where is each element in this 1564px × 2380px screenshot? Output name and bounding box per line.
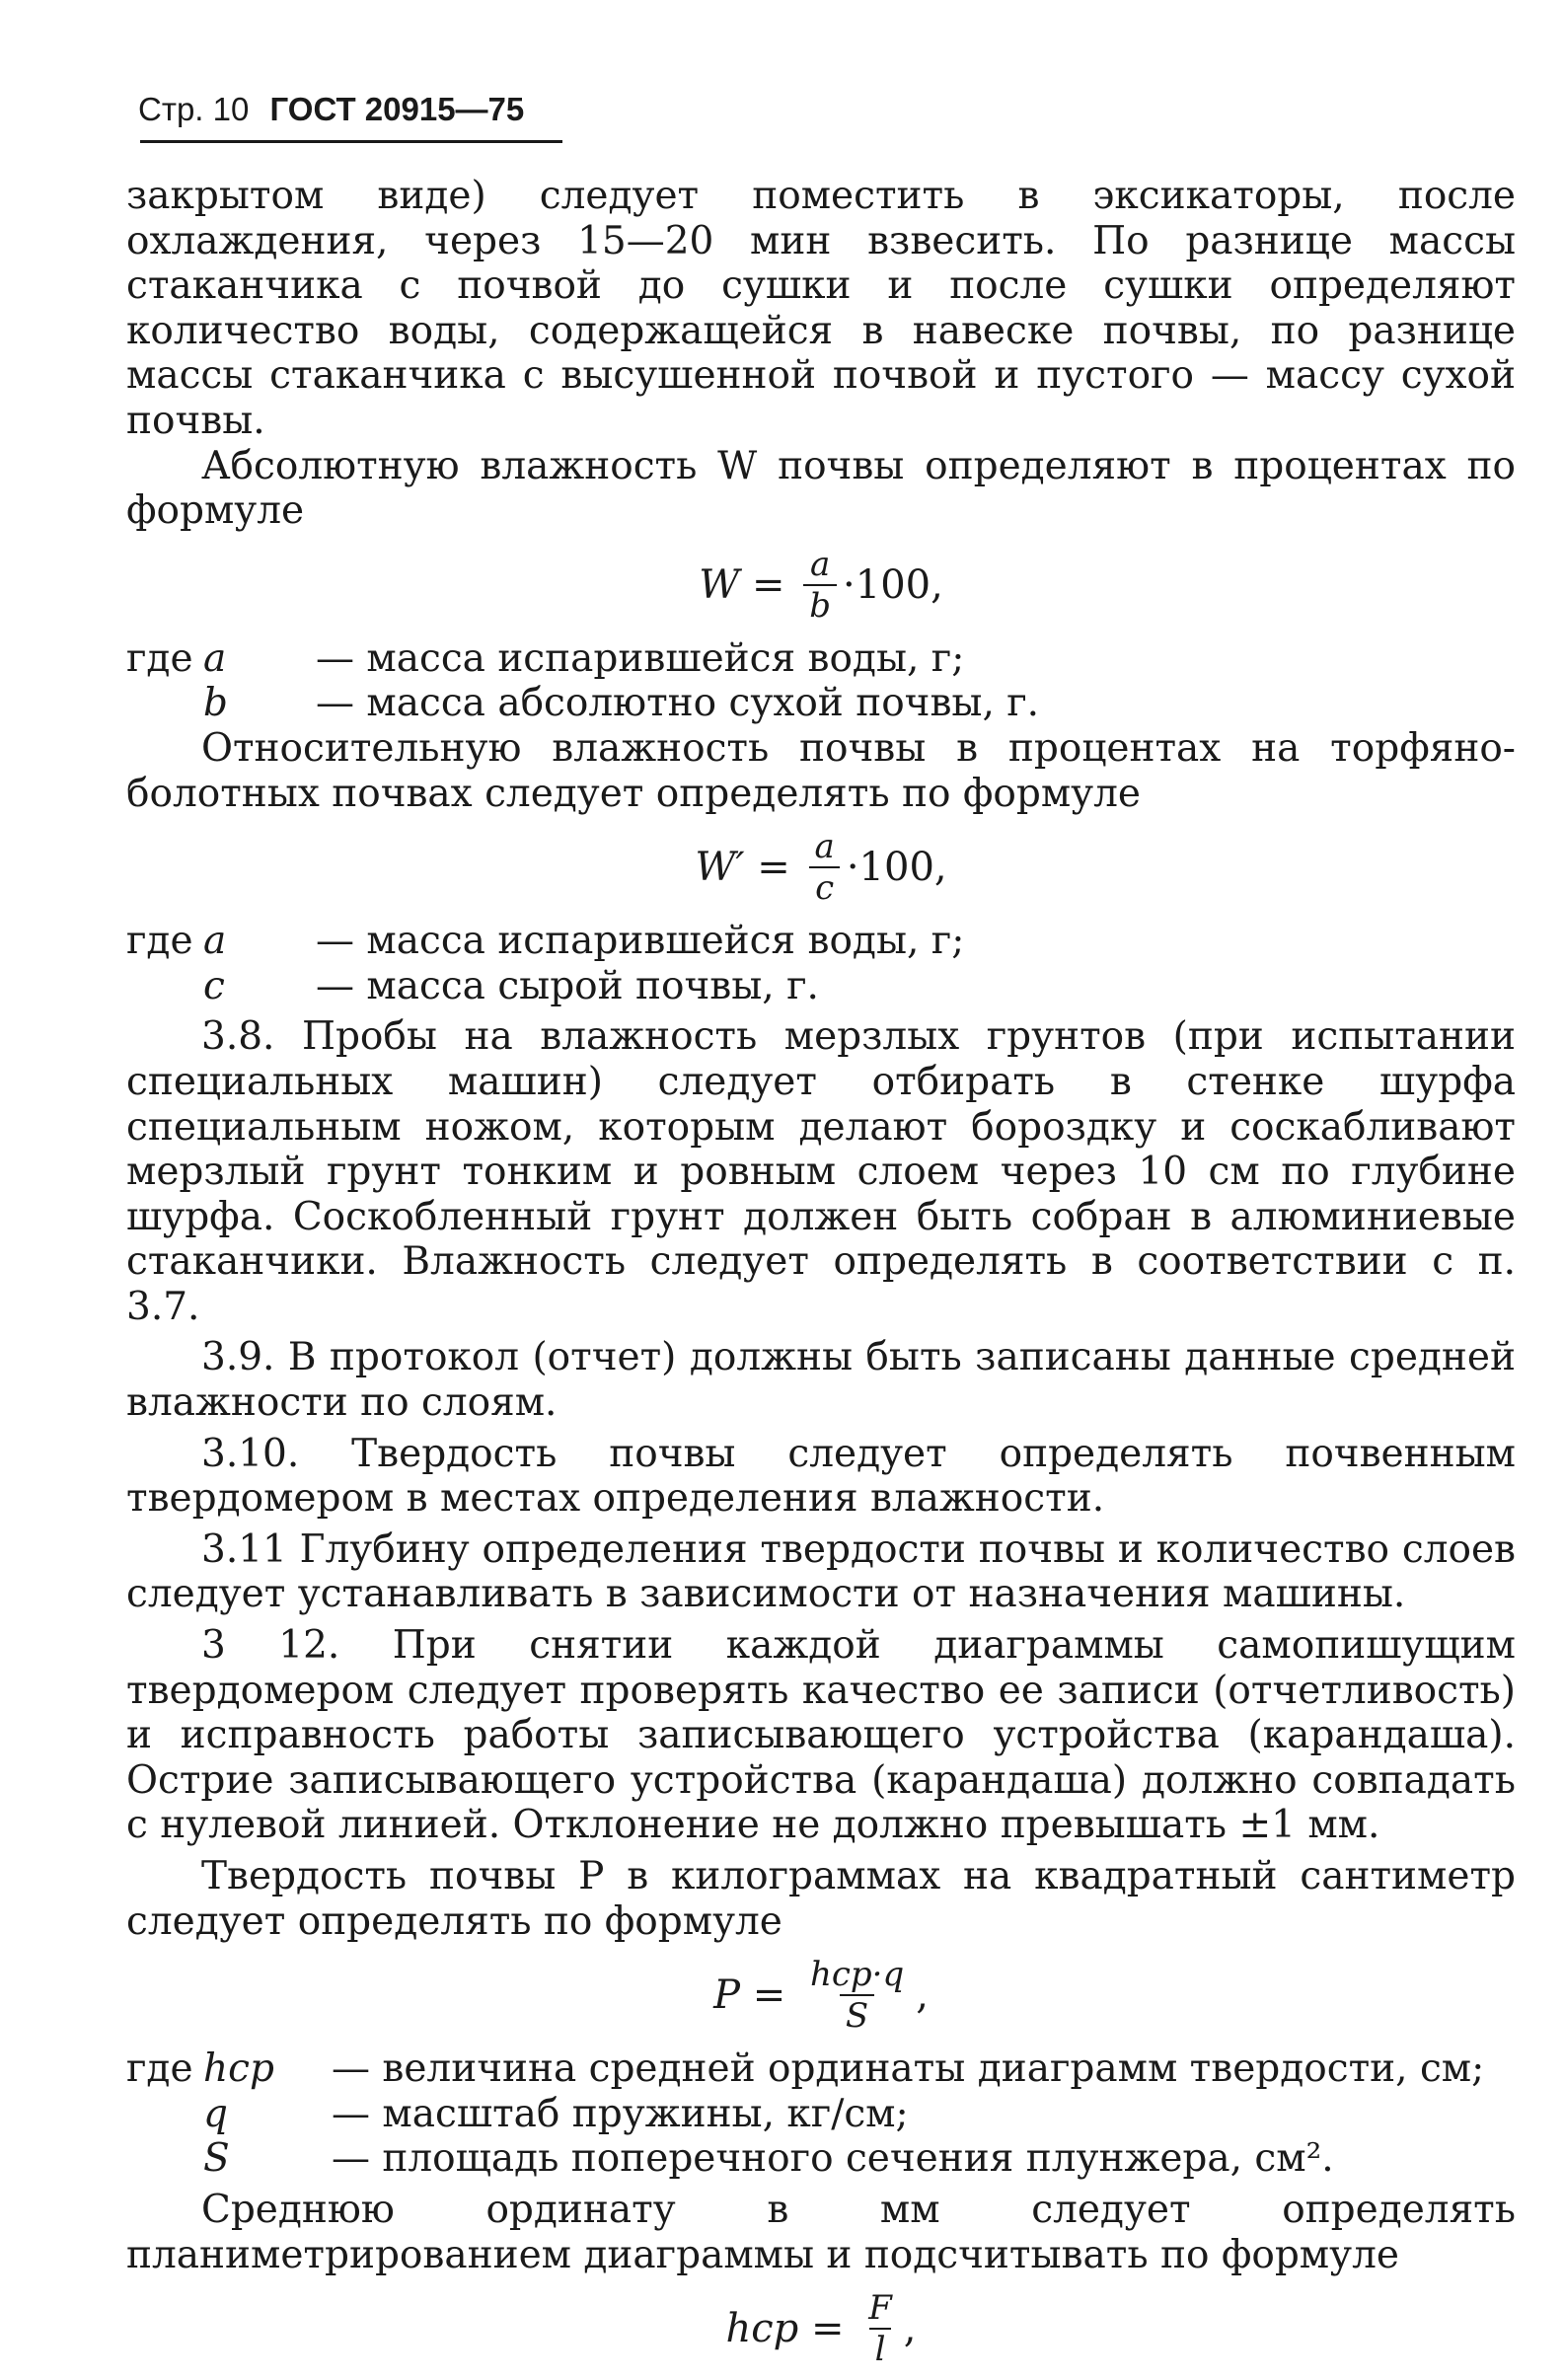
definition-row bbox=[126, 964, 1516, 1009]
definition-symbol: b bbox=[203, 681, 228, 726]
formula-denominator: S bbox=[840, 1994, 874, 2033]
definition-text: — масса испарившейся воды, г; bbox=[316, 635, 965, 681]
formula-fraction bbox=[862, 2288, 898, 2370]
definition-symbol: c bbox=[203, 963, 225, 1008]
formula-rhs: , bbox=[916, 1972, 929, 2019]
page-number: Стр. 10 bbox=[138, 91, 250, 127]
formula-lhs: W′ bbox=[695, 845, 745, 891]
clause-3-8: 3.8. Пробы на влажность мерзлых грунтов (при испытании специальных машин) следует отбирать в стенке шурфа специальным ножом, которым делают бороздку и соскабливают мерзлый грунт тонким и ровным слоем через 10 см по глубине шурфа. Соскобленный грунт должен быть собран в алюминиевые стаканчики. Влажность следует определять в соответствии с п. 3.7. bbox=[126, 1014, 1516, 1329]
definition-symbol: q bbox=[203, 2091, 228, 2136]
formula-hardness: P = $\frac{\text{hср·q}}{S}$ , bbox=[713, 1955, 929, 2037]
formula-rhs: , bbox=[903, 2306, 917, 2352]
definition-row bbox=[126, 2136, 1516, 2182]
formula-lhs: W bbox=[699, 561, 740, 608]
clause-3-10: 3.10. Твердость почвы следует определять почвенным твердомером в местах определения влажности. bbox=[126, 1431, 1516, 1522]
page-header bbox=[138, 91, 562, 128]
definition-row bbox=[126, 681, 1516, 726]
formula-numerator: hср·q bbox=[809, 1955, 905, 1995]
definition-text: — величина средней ординаты диаграмм твердости, см; bbox=[332, 2046, 1485, 2092]
paragraph-hardness: Твердость почвы P в килограммах на квадратный сантиметр следует определять по формуле bbox=[126, 1854, 1516, 1944]
paragraph-relative-moisture: Относительную влажность почвы в процентах на торфяно-болотных почвах следует определять по формуле bbox=[126, 725, 1516, 816]
formula-denominator: c bbox=[809, 866, 840, 905]
formula-numerator: a bbox=[814, 827, 835, 867]
clause-3-9: 3.9. В протокол (отчет) должны быть записаны данные средней влажности по слоям. bbox=[126, 1335, 1516, 1426]
definition-row: где a — масса испарившейся воды, г; bbox=[126, 636, 1516, 682]
definition-symbol: a bbox=[203, 635, 227, 681]
header-rule bbox=[140, 140, 562, 143]
formula-absolute-moisture: W = $\frac{a}{b}$ ·100, bbox=[699, 544, 943, 626]
formula-fraction bbox=[804, 1955, 910, 2037]
definition-row bbox=[126, 2092, 1516, 2137]
definition-symbol: S bbox=[203, 2136, 230, 2182]
standard-number: ГОСТ 20915—75 bbox=[269, 91, 525, 127]
definition-text: — масса сырой почвы, г. bbox=[316, 963, 819, 1008]
definition-text: — масштаб пружины, кг/см; bbox=[332, 2091, 909, 2136]
document-body bbox=[126, 174, 1516, 2380]
formula-lhs: P bbox=[713, 1972, 740, 2019]
definition-text: — масса испарившейся воды, г; bbox=[316, 919, 965, 964]
formula-denominator: b bbox=[803, 584, 837, 623]
paragraph-mean-ordinate: Среднюю ординату в мм следует определять планиметрированием диаграммы и подсчитывать по формуле bbox=[126, 2187, 1516, 2277]
formula-fraction bbox=[803, 544, 837, 626]
formula-denominator: l bbox=[869, 2328, 892, 2366]
formula-mean-ordinate: hср = $\frac{F}{l}$ , bbox=[725, 2288, 917, 2370]
paragraph-absolute-moisture: Абсолютную влажность W почвы определяют в процентах по формуле bbox=[126, 443, 1516, 534]
definitions-hardness bbox=[126, 2046, 1516, 2182]
definitions-absolute bbox=[126, 636, 1516, 726]
definition-row: где a — масса испарившейся воды, г; bbox=[126, 919, 1516, 964]
formula-numerator: F bbox=[868, 2288, 892, 2329]
formula-rhs: ·100, bbox=[846, 845, 947, 891]
formula-relative-moisture: W′ = $\frac{a}{c}$ ·100, bbox=[695, 827, 947, 909]
formula-fraction bbox=[809, 827, 841, 909]
paragraph-continuation: закрытом виде) следует поместить в эксикаторы, после охлаждения, через 15—20 мин взвесить. По разнице массы стаканчика с почвой до сушки и после сушки определяют количество воды, содержащейся в навеске почвы, по разнице массы стаканчика с высушенной почвой и пустого — массу сухой почвы. bbox=[126, 174, 1516, 443]
formula-numerator: a bbox=[810, 544, 831, 584]
formula-lhs: hср bbox=[725, 2306, 799, 2352]
definition-row: где hср — величина средней ординаты диаграмм твердости, см; bbox=[126, 2046, 1516, 2092]
definition-symbol: hср bbox=[203, 2046, 274, 2092]
clause-3-12: 3 12. При снятии каждой диаграммы самопишущим твердомером следует проверять качество ее записи (отчетливость) и исправность работы записывающего устройства (карандаша). Острие записывающего устройства (карандаша) должно совпадать с нулевой линией. Отклонение не должно превышать ±1 мм. bbox=[126, 1623, 1516, 1848]
definition-text: — площадь поперечного сечения плунжера, см². bbox=[332, 2136, 1334, 2182]
definition-symbol: a bbox=[203, 919, 227, 964]
formula-rhs: ·100, bbox=[843, 561, 943, 608]
definition-text: — масса абсолютно сухой почвы, г. bbox=[316, 681, 1040, 726]
clause-3-11: 3.11 Глубину определения твердости почвы и количество слоев следует устанавливать в зависимости от назначения машины. bbox=[126, 1526, 1516, 1617]
definitions-relative bbox=[126, 919, 1516, 1008]
